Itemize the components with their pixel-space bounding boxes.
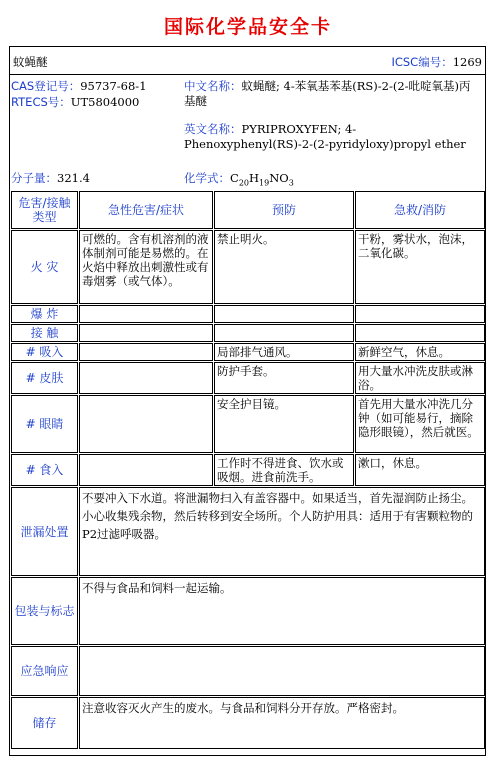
section-text: 不得与食品和饲料一起运输。 [79,577,485,645]
formula-label: 化学式： [184,171,230,185]
hazard-first-aid: 新鲜空气，休息。 [355,343,485,361]
hazard-symptom [79,324,213,342]
hazard-symptom [79,305,213,323]
hazard-prevention: 局部排气通风。 [214,343,354,361]
molecular-weight [11,171,90,186]
mw-value: 321.4 [57,171,90,185]
formula-value: $C_{20}H_{19}NO_3$ [230,171,294,188]
hazard-first-aid: 用大量水冲洗皮肤或淋浴。 [355,362,485,394]
hazard-first-aid [355,305,485,323]
header-symptom: 急性危害/症状 [79,191,213,229]
hazard-prevention [214,324,354,342]
page-title: 国际化学品安全卡 [163,16,332,38]
hazard-type: # 食入 [11,454,78,486]
hazard-type: 接 触 [11,324,78,342]
hazard-prevention: 禁止明火。 [214,230,354,304]
hazard-first-aid: 首先用大量水冲洗几分钟（如可能易行，摘除隐形眼镜），然后就医。 [355,395,485,453]
section-label: 包装与标志 [11,577,78,645]
hazard-prevention: 防护手套。 [214,362,354,394]
header-first-aid: 急救/消防 [355,191,485,229]
en-name-label: 英文名称： [184,122,242,136]
en-name-value: PYRIPROXYFEN; 4-Phenoxyphenyl(RS)-2-(2-pyridyloxy)propyl ether [184,122,466,151]
section-packaging [11,577,485,645]
hazard-type: 爆 炸 [11,305,78,323]
section-emergency [11,646,485,696]
hazard-type: 火 灾 [11,230,78,304]
table-row [11,305,485,323]
table-row [11,343,485,361]
handling-sections [10,486,486,750]
cas-label: CAS登记号： [11,79,81,93]
section-spillage [11,487,485,576]
rtecs-value: UT5804000 [70,95,140,109]
hazard-prevention [214,305,354,323]
hazard-prevention: 工作时不得进食、饮水或吸烟。进食前洗手。 [214,454,354,486]
hazard-first-aid [355,324,485,342]
rtecs-label: RTECS号： [11,95,71,109]
hazard-symptom: 可燃的。含有机溶剂的液体制剂可能是易燃的。在火焰中释放出刺激性或有毒烟雾（或气体）。 [79,230,213,304]
hazard-prevention: 安全护目镜。 [214,395,354,453]
hazard-symptom [79,454,213,486]
cn-name-label: 中文名称： [184,79,242,93]
section-label: 泄漏处置 [11,487,78,576]
table-row [11,324,485,342]
section-label: 应急响应 [11,646,78,696]
hazard-type: # 皮肤 [11,362,78,394]
cas-value: 95737-68-1 [80,79,147,93]
header-type: 危害/接触类型 [11,191,78,229]
icsc-label: ICSC编号： [391,55,453,69]
section-label: 储存 [11,697,78,749]
hazard-symptom [79,362,213,394]
rtecs-number [11,95,139,110]
hazard-first-aid: 漱口，休息。 [355,454,485,486]
hazard-header-row [11,191,485,229]
section-text [79,646,485,696]
header-prevention: 预防 [214,191,354,229]
table-row [11,362,485,394]
section-storage [11,697,485,749]
hazard-type: # 吸入 [11,343,78,361]
icsc-number [391,55,482,70]
hazard-first-aid: 干粉，雾状水，泡沫，二氧化碳。 [355,230,485,304]
table-row [11,395,485,453]
chemical-name: 蚊蝇醚 [13,55,48,69]
chemical-formula [184,171,294,190]
mw-label: 分子量： [11,171,57,185]
divider [10,74,485,75]
cas-number [11,79,147,94]
hazard-type: # 眼睛 [11,395,78,453]
english-name [184,122,480,152]
section-text: 注意收容灭火产生的废水。与食品和饲料分开存放。严格密封。 [79,697,485,749]
table-row [11,454,485,486]
table-row [11,230,485,304]
cn-name-value: 蚊蝇醚; 4-苯氧基苯基(RS)-2-(2-吡啶氧基)丙基醚 [184,79,471,108]
hazard-symptom [79,395,213,453]
hazard-symptom [79,343,213,361]
chinese-name [184,79,480,109]
icsc-value: 1269 [452,55,482,69]
section-text: 不要冲入下水道。将泄漏物扫入有盖容器中。如果适当，首先湿润防止扬尘。小心收集残余物，然后转移到安全场所。个人防护用具：适用于有害颗粒物的P2过滤呼吸器。 [79,487,485,576]
hazard-table [10,190,486,487]
